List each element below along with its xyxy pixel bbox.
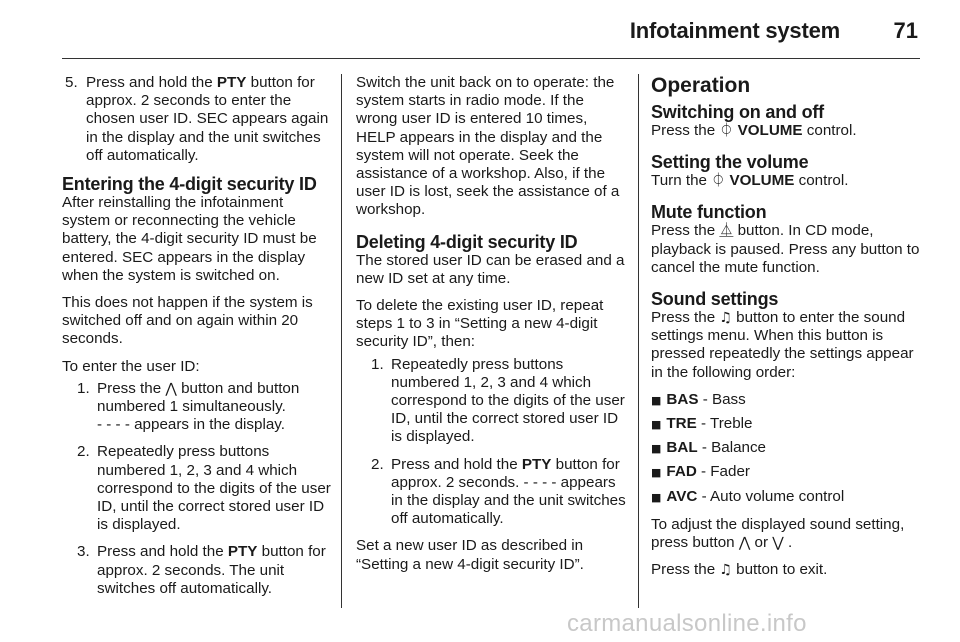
text: Press the: [651, 561, 720, 579]
square-bullet-icon: ■: [651, 466, 662, 480]
step-list: [356, 356, 626, 529]
paragraph: [651, 516, 921, 552]
page-number: 71: [893, 18, 918, 43]
setting-code: AVC: [666, 487, 698, 505]
text: Press the: [651, 122, 720, 139]
list-item: [62, 380, 332, 435]
paragraph: To enter the user ID:: [62, 357, 200, 375]
text: .: [783, 534, 793, 552]
text: button to exit.: [731, 561, 828, 579]
mute-icon: ⏅: [719, 223, 734, 240]
section-heading: Setting the volume: [651, 152, 809, 173]
section-heading: Mute function: [651, 202, 767, 223]
list-item: [62, 443, 332, 534]
watermark: carmanualsonline.info: [567, 610, 807, 637]
volume-control-label: VOLUME: [725, 172, 795, 190]
text: button. In CD mode, playback is paused. Press any button to cancel the mute function.: [651, 222, 920, 276]
square-bullet-icon: ■: [651, 490, 662, 504]
setting-code: FAD: [666, 463, 697, 481]
text: Turn the: [651, 172, 712, 190]
item-text: button for approx. 2 seconds. - - - - appears in the display and the unit switches off automatically.: [391, 455, 626, 528]
item-number: 5.: [65, 74, 78, 91]
text: To adjust the displayed sound setting, press button: [651, 515, 905, 552]
list-item: [651, 463, 921, 482]
item-text: Press and hold the: [97, 543, 228, 561]
item-text: button for approx. 2 seconds to enter the chosen user ID. SEC appears again in the display and the unit switches off automatically.: [86, 74, 329, 164]
paragraph: [651, 122, 921, 140]
item-number: 1.: [77, 379, 90, 397]
setting-desc: - Balance: [697, 439, 767, 457]
setting-code: TRE: [666, 415, 697, 433]
item-number: 2.: [371, 455, 384, 473]
item-number: 2.: [77, 443, 90, 461]
setting-desc: - Fader: [696, 463, 750, 481]
down-arrow-icon: ⋁: [772, 535, 784, 552]
text: Press the: [651, 309, 720, 327]
pty-button-label: PTY: [216, 74, 247, 91]
setting-code: BAS: [666, 390, 699, 408]
setting-desc: - Bass: [698, 390, 746, 408]
section-heading: Switching on and off: [651, 102, 824, 122]
header-rule: [62, 58, 920, 59]
setting-code: BAL: [666, 439, 698, 457]
list-item: [651, 488, 921, 507]
paragraph: Switch the unit back on to operate: the system starts in radio mode. If the wrong user ID is entered 10 times, HELP appears in the display and the system will not operate. Seek the assistance of a workshop. Also, if the user ID is lost, seek the assistance of a workshop.: [356, 74, 620, 219]
paragraph: [651, 222, 921, 277]
item-text: Repeatedly press buttons numbered 1, 2, 3 and 4 which correspond to the digits of the user ID, until the correct stored user ID is displayed.: [97, 443, 331, 534]
column-left: [62, 74, 332, 607]
column-divider: [341, 74, 342, 608]
item-text: Press and hold the: [391, 455, 522, 473]
item-text: Repeatedly press buttons numbered 1, 2, 3 and 4 which correspond to the digits of the user ID, until the correct stored user ID is displayed.: [391, 355, 625, 446]
column-middle: [356, 74, 626, 583]
paragraph: [651, 309, 921, 382]
paragraph: [651, 172, 921, 190]
item-text: button for approx. 2 seconds. The unit switches off automatically.: [97, 543, 326, 597]
up-arrow-icon: ⋀: [738, 535, 751, 552]
step-list: [62, 74, 332, 165]
setting-desc: - Treble: [696, 415, 753, 433]
sound-icon: ♫: [719, 310, 732, 327]
text: Press the: [651, 222, 720, 240]
section-title-operation: Operation: [651, 74, 751, 97]
paragraph: Set a new user ID as described in “Setting a new 4-digit security ID”.: [356, 537, 584, 573]
list-item: [62, 74, 332, 165]
sound-settings-list: [651, 391, 921, 507]
step-list: [62, 380, 332, 598]
section-heading: Sound settings: [651, 289, 779, 310]
paragraph: The stored user ID can be erased and a new ID set at any time.: [356, 251, 625, 287]
section-heading: Deleting 4-digit security ID: [356, 231, 578, 252]
list-item: [651, 415, 921, 434]
column-divider: [638, 74, 639, 608]
text: or: [750, 534, 773, 552]
item-text: button and button numbered 1 simultaneously.: [97, 379, 300, 416]
item-number: 1.: [371, 355, 384, 373]
volume-control-label: VOLUME: [733, 122, 803, 139]
text: control.: [794, 172, 849, 190]
pty-button-label: PTY: [521, 455, 552, 473]
sound-icon: ♫: [719, 562, 732, 579]
item-text: Press the: [97, 379, 166, 397]
power-knob-icon: ⏀: [711, 173, 726, 190]
paragraph: To delete the existing user ID, repeat steps 1 to 3 in “Setting a new 4-digit security ID”, then:: [356, 297, 604, 351]
section-heading: Entering the 4-digit security ID: [62, 174, 317, 195]
paragraph: This does not happen if the system is switched off and on again within 20 seconds.: [62, 294, 313, 348]
list-item: [356, 356, 626, 447]
paragraph: [651, 561, 921, 579]
list-item: [62, 543, 332, 598]
pty-button-label: PTY: [227, 543, 258, 561]
square-bullet-icon: ■: [651, 442, 662, 456]
power-knob-icon: ⏀: [719, 123, 734, 139]
list-item: [356, 456, 626, 529]
list-item: [651, 439, 921, 458]
item-text: - - - - appears in the display.: [97, 416, 285, 434]
column-right: [651, 74, 921, 588]
list-item: [651, 391, 921, 410]
paragraph: After reinstalling the infotainment system or reconnecting the vehicle battery, the 4-digit security ID must be entered. SEC appears in the display when the system is switched on.: [62, 194, 317, 284]
section-title: Infotainment system: [629, 18, 840, 43]
text: control.: [802, 122, 857, 139]
square-bullet-icon: ■: [651, 393, 662, 407]
item-text: Press and hold the: [86, 74, 217, 91]
item-number: 3.: [77, 543, 90, 561]
square-bullet-icon: ■: [651, 418, 662, 432]
text: button to enter the sound settings menu. When this button is pressed repeatedly the settings appear in the following order:: [651, 309, 914, 381]
up-arrow-icon: ⋀: [165, 380, 177, 397]
page-header: [0, 0, 960, 60]
setting-desc: - Auto volume control: [697, 487, 845, 505]
